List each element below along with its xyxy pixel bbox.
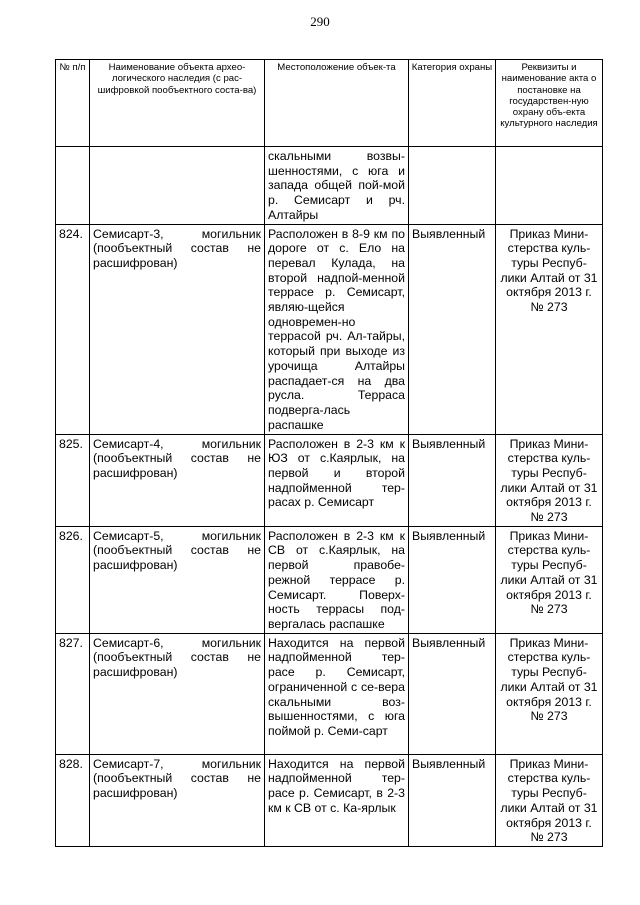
row-number: 826.: [56, 526, 90, 633]
table-row: [56, 147, 603, 225]
header-act-requisites: Реквизиты и наименование акта о постановке на государствен-ную охрану объ-екта культурного наследия: [496, 60, 603, 147]
act-requisites: Приказ Мини-стерства куль-туры Респуб-лики Алтай от 31 октября 2013 г. № 273: [496, 434, 603, 526]
protection-category: Выявленный: [409, 526, 496, 633]
object-name: Семисарт-5, могильник (пообъектный состав не расшифрован): [90, 526, 265, 633]
object-location: Находится на первой надпойменной тер-расе р. Семисарт, ограниченной с се-вера скальными воз-вышенностями, с юга поймой р. Семи-сарт: [265, 633, 409, 754]
act-requisites: Приказ Мини-стерства куль-туры Респуб-лики Алтай от 31 октября 2013 г. № 273: [496, 526, 603, 633]
protection-category: [409, 147, 496, 225]
object-name: Семисарт-6, могильник (пообъектный состав не расшифрован): [90, 633, 265, 754]
table-row: [56, 224, 603, 434]
act-requisites: Приказ Мини-стерства куль-туры Респуб-лики Алтай от 31 октября 2013 г. № 273: [496, 633, 603, 754]
object-location: Находится на первой надпойменной тер-расе р. Семисарт, в 2-3 км к СВ от с. Ка-ярлык: [265, 754, 409, 846]
object-location: скальными возвы-шенностями, с юга и запада общей пой-мой р. Семисарт и рч. Алтайры: [265, 147, 409, 225]
protection-category: Выявленный: [409, 434, 496, 526]
heritage-registry-table: [55, 59, 603, 847]
object-name: Семисарт-3, могильник (пообъектный состав не расшифрован): [90, 224, 265, 434]
protection-category: Выявленный: [409, 633, 496, 754]
table-row: [56, 754, 603, 846]
row-number: [56, 147, 90, 225]
table-row: [56, 434, 603, 526]
table-header-row: [56, 60, 603, 147]
page-number: 290: [310, 14, 330, 29]
object-name: Семисарт-4, могильник (пообъектный состав не расшифрован): [90, 434, 265, 526]
act-requisites: [496, 147, 603, 225]
header-number: № п/п: [56, 60, 90, 147]
table-row: [56, 633, 603, 754]
protection-category: Выявленный: [409, 754, 496, 846]
object-name: [90, 147, 265, 225]
row-number: 828.: [56, 754, 90, 846]
object-name: Семисарт-7, могильник (пообъектный состав не расшифрован): [90, 754, 265, 846]
row-number: 824.: [56, 224, 90, 434]
act-requisites: Приказ Мини-стерства куль-туры Респуб-лики Алтай от 31 октября 2013 г. № 273: [496, 224, 603, 434]
header-object-name: Наименование объекта архео-логического наследия (с рас-шифровкой пообъектного соста-ва): [90, 60, 265, 147]
object-location: Расположен в 2-3 км к ЮЗ от с.Каярлык, на первой и второй надпойменной тер-расах р. Семисарт: [265, 434, 409, 526]
table-row: [56, 526, 603, 633]
header-protection-category: Категория охраны: [409, 60, 496, 147]
row-number: 827.: [56, 633, 90, 754]
object-location: Расположен в 8-9 км по дороге от с. Ело на перевал Кулада, на второй надпой-менной террасе р. Семисарт, являю-щейся одновремен-но террасой рч. Ал-тайры, который при выходе из урочища Алтайры распадает-ся на два русла. Терраса подверга-лась распашке: [265, 224, 409, 434]
object-location: Расположен в 2-3 км к СВ от с.Каярлык, на первой правобе-режной террасе р. Семисарт. Поверх-ность террасы под-вергалась распашке: [265, 526, 409, 633]
header-location: Местоположение объек-та: [265, 60, 409, 147]
act-requisites: Приказ Мини-стерства куль-туры Респуб-лики Алтай от 31 октября 2013 г. № 273: [496, 754, 603, 846]
protection-category: Выявленный: [409, 224, 496, 434]
row-number: 825.: [56, 434, 90, 526]
